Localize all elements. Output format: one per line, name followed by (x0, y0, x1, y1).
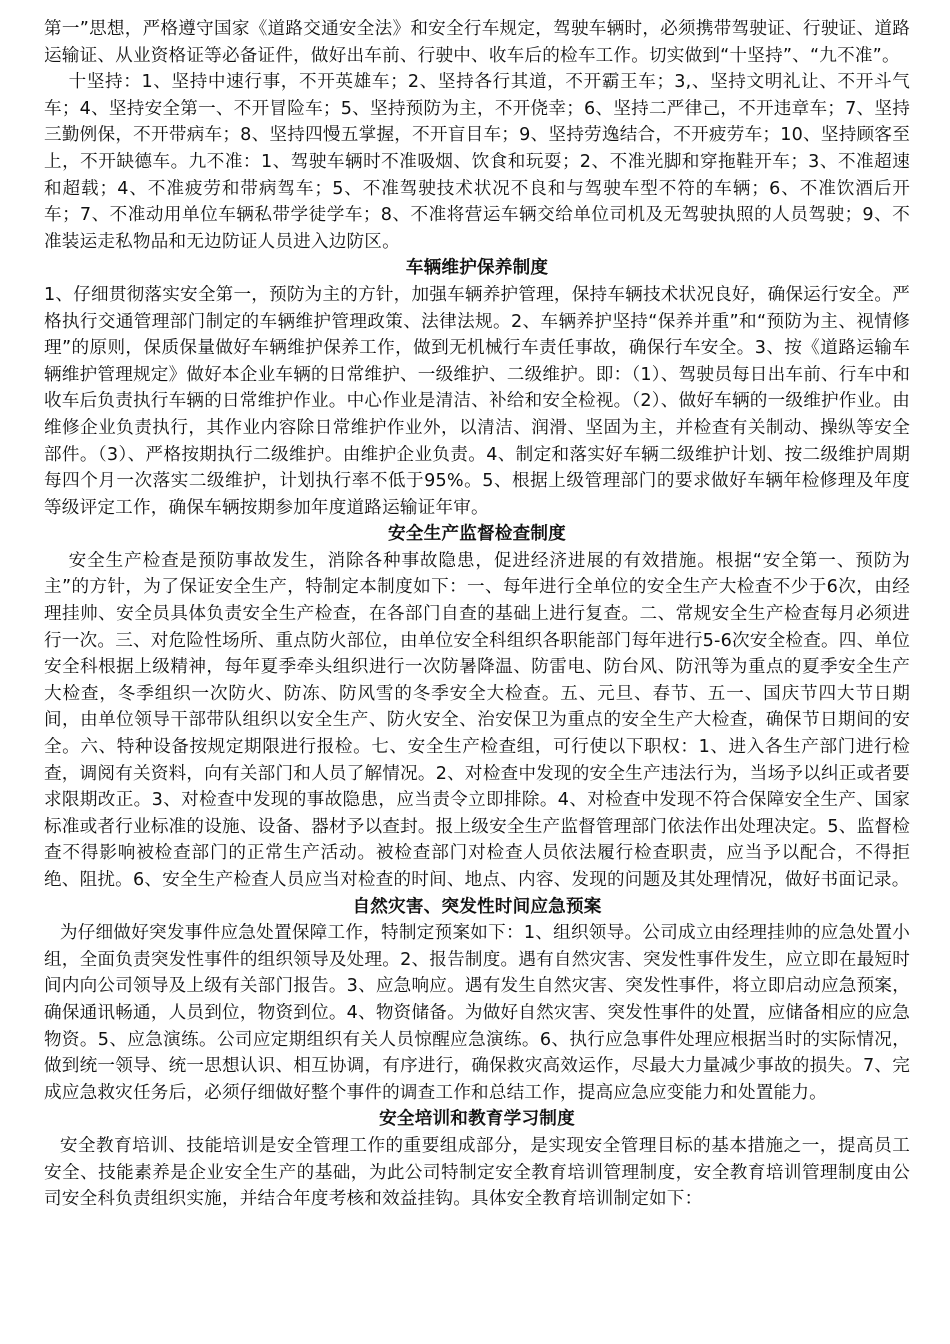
section-body-safety-training: 安全教育培训、技能培训是安全管理工作的重要组成部分，是实现安全管理目标的基本措施之一，提高员工安全、技能素养是企业安全生产的基础，为此公司特制定安全教育培训管理制度，安全教育培训管理制度由公司安全科负责组织实施，并结合年度考核和效益挂钩。具体安全教育培训制定如下： (44, 1135, 910, 1210)
section-body-emergency-plan: 为仔细做好突发事件应急处置保障工作，特制定预案如下：1、组织领导。公司成立由经理挂帅的应急处置小组，全面负责突发性事件的组织领导及处理。2、报告制度。遇有自然灾害、突发性事件发生，应立即在最短时间内向公司领导及上级有关部门报告。3、应急响应。遇有发生自然灾害、突发性事件，将立即启动应急预案，确保通讯畅通，人员到位，物资到位。4、物资储备。为做好自然灾害、突发性事件的处置，应储备相应的应急物资。5、应急演练。公司应定期组织有关人员惊醒应急演练。6、执行应急事件处理应根据当时的实际情况，做到统一领导、统一思想认识、相互协调，有序进行，确保救灾高效运作，尽最大力量减少事故的损失。7、完成应急救灾任务后，必须仔细做好整个事件的调查工作和总结工作，提高应急应变能力和处置能力。 (44, 923, 910, 1103)
document-page (44, 16, 910, 1213)
section-heading-vehicle-maintenance: 车辆维护保养制度 (405, 258, 549, 279)
section-heading-safety-inspection: 安全生产监督检查制度 (388, 524, 566, 545)
section-heading-safety-training: 安全培训和教育学习制度 (379, 1109, 575, 1130)
intro-paragraph: 第一”思想，严格遵守国家《道路交通安全法》和安全行车规定，驾驶车辆时，必须携带驾驶证、行驶证、道路运输证、从业资格证等必备证件，做好出车前、行驶中、收车后的检车工作。切实做到“十坚持”、“九不准”。 (44, 19, 910, 66)
section-heading-emergency-plan: 自然灾害、突发性时间应急预案 (352, 896, 602, 917)
section-body-vehicle-maintenance: 1、仔细贯彻落实安全第一，预防为主的方针，加强车辆养护管理，保持车辆技术状况良好，确保运行安全。严格执行交通管理部门制定的车辆维护管理政策、法律法规。2、车辆养护坚持“保养并重”和“预防为主、视情修理”的原则，保质保量做好车辆维护保养工作，做到无机械行车责任事故，确保行车安全。3、按《道路运输车辆维护管理规定》做好本企业车辆的日常维护、一级维护、二级维护。即：（1）、驾驶员每日出车前、行车中和收车后负责执行车辆的日常维护作业。中心作业是清洁、补给和安全检视。（2）、做好车辆的一级维护作业。由维修企业负责执行，其作业内容除日常维护作业外，以清洁、润滑、坚固为主，并检查有关制动、操纵等安全部件。（3）、严格按期执行二级维护。由维护企业负责。4、制定和落实好车辆二级维护计划、按二级维护周期每四个月一次落实二级维护，计划执行率不低于95%。5、根据上级管理部门的要求做好车辆年检修理及年度等级评定工作，确保车辆按期参加年度道路运输证年审。 (44, 284, 910, 518)
section-body-safety-inspection: 安全生产检查是预防事故发生，消除各种事故隐患，促进经济进展的有效措施。根据“安全第一、预防为主”的方针，为了保证安全生产，特制定本制度如下：一、每年进行全单位的安全生产大检查不少于6次，由经理挂帅、安全员具体负责安全生产检查，在各部门自查的基础上进行复查。二、常规安全生产检查每月必须进行一次。三、对危险性场所、重点防火部位，由单位安全科组织各职能部门每年进行5-6次安全检查。四、单位安全科根据上级精神，每年夏季牵头组织进行一次防暑降温、防雷电、防台风、防汛等为重点的夏季安全生产大检查，冬季组织一次防火、防冻、防风雪的冬季安全大检查。五、元旦、春节、五一、国庆节四大节日期间，由单位领导干部带队组织以安全生产、防火安全、治安保卫为重点的安全生产大检查，确保节日期间的安全。六、特种设备按规定期限进行报检。七、安全生产检查组，可行使以下职权：1、进入各生产部门进行检查，调阅有关资料，向有关部门和人员了解情况。2、对检查中发现的安全生产违法行为，当场予以纠正或者要求限期改正。3、对检查中发现的事故隐患，应当责令立即排除。4、对检查中发现不符合保障安全生产、国家标准或者行业标准的设施、设备、器材予以查封。报上级安全生产监督管理部门依法作出处理决定。5、监督检查不得影响被检查部门的正常生产活动。被检查部门对检查人员依法履行检查职责，应当予以配合，不得拒绝、阻扰。6、安全生产检查人员应当对检查的时间、地点、内容、发现的问题及其处理情况，做好书面记录。 (44, 550, 910, 890)
rules-paragraph: 十坚持：1、坚持中速行事，不开英雄车；2、坚持各行其道，不开霸王车；3,、坚持文明礼让、不开斗气车；4、坚持安全第一、不开冒险车；5、坚持预防为主，不开侥幸；6、坚持二严律己，不开违章车；7、坚持三勤例保，不开带病车；8、坚持四慢五掌握，不开盲目车；9、坚持劳逸结合，不开疲劳车；10、坚持顾客至上，不开缺德车。九不准：1、驾驶车辆时不准吸烟、饮食和玩耍；2、不准光脚和穿拖鞋开车；3、不准超速和超载；4、不准疲劳和带病驾车；5、不准驾驶技术状况不良和与驾驶车型不符的车辆；6、不准饮酒后开车；7、不准动用单位车辆私带学徒学车；8、不准将营运车辆交给单位司机及无驾驶执照的人员驾驶；9、不准装运走私物品和无边防证人员进入边防区。 (44, 72, 910, 252)
